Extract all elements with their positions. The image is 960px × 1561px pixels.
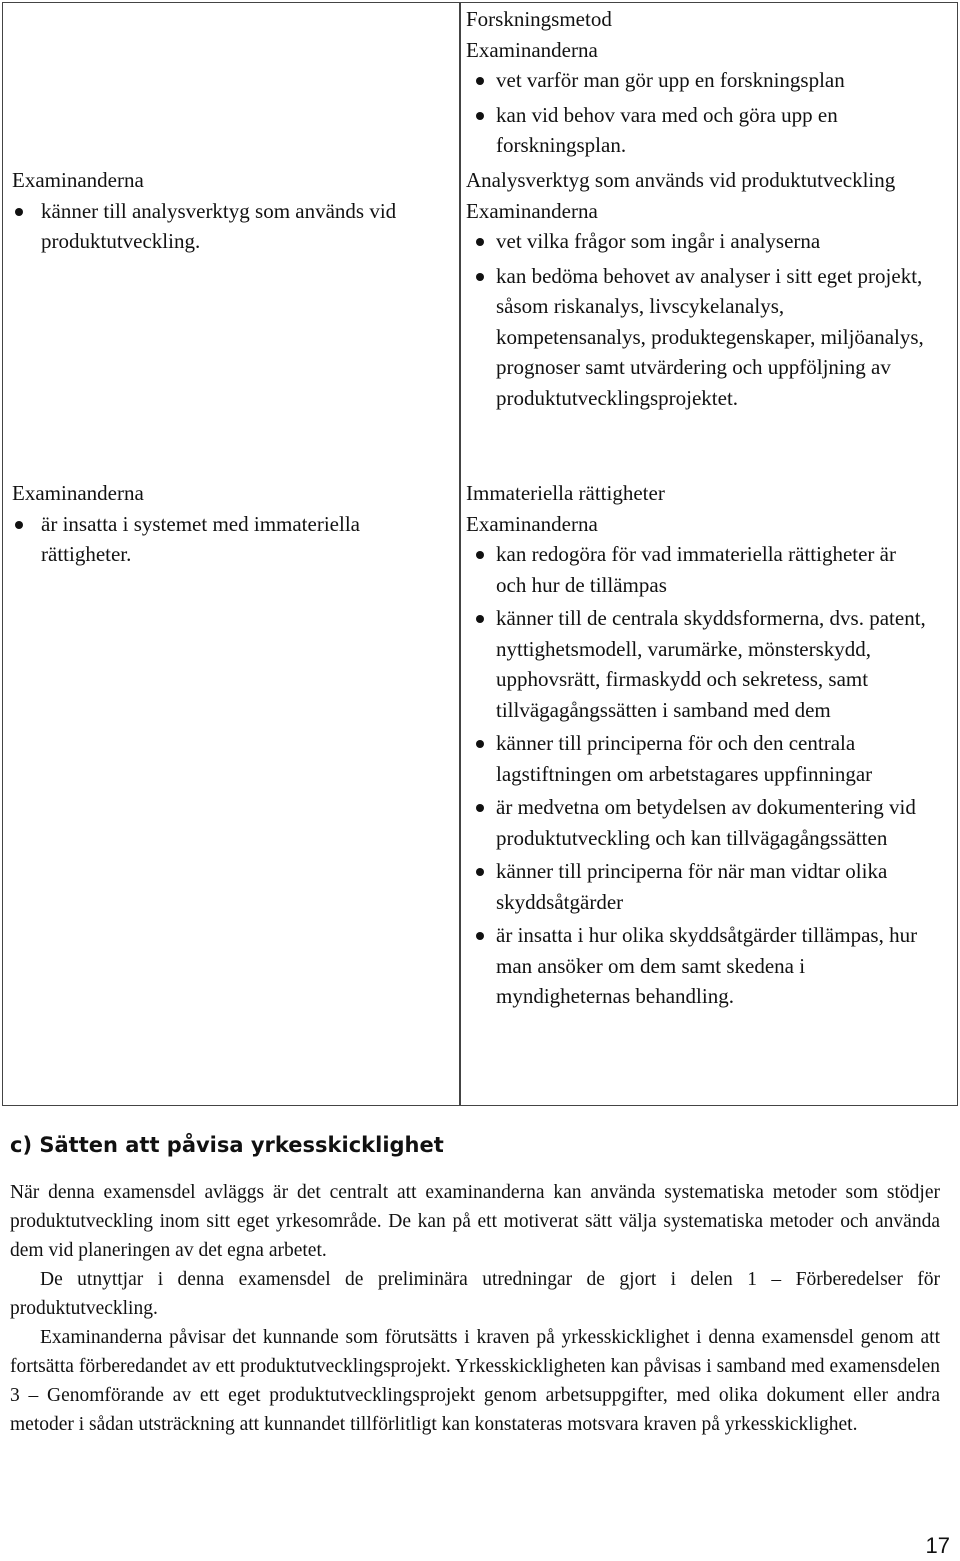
section-title: Forskningsmetod: [466, 7, 612, 31]
section-list: [466, 226, 936, 413]
column-divider: [459, 3, 461, 1105]
list-item: är insatta i systemet med immateriella rättigheter.: [12, 509, 450, 570]
section-forskningsmetod: [466, 4, 951, 161]
list-item: är insatta i hur olika skyddsåtgärder tillämpas, hur man ansöker om dem samt skedena i myndigheternas behandling.: [466, 920, 926, 1012]
list-item: kan vid behov vara med och göra upp en forskningsplan.: [466, 100, 951, 161]
section-subheading: Examinanderna: [466, 37, 598, 62]
left-block-list: [12, 196, 450, 257]
list-item: kan redogöra för vad immateriella rättigheter är och hur de tillämpas: [466, 539, 926, 600]
criteria-table: [2, 2, 958, 1106]
left-block-list: [12, 509, 450, 570]
body-paragraph: Examinanderna påvisar det kunnande som förutsätts i kraven på yrkesskicklighet i denna examensdel genom att fortsätta förberedandet av ett produktutvecklingsprojekt. Yrkesskickligheten kan påvisas i samband med examensdelen 3 – Genomförande av ett eget produktutvecklingsprojekt genom arbetsuppgifter, med olika dokument eller andra metoder i sådan utsträckning att kunnandet tillförlitligt kan konstateras motsvara kraven på yrkesskicklighet.: [10, 1327, 940, 1435]
list-item: vet varför man gör upp en forskningsplan: [466, 65, 951, 96]
section-subheading: Examinanderna: [466, 198, 598, 223]
left-block-heading: Examinanderna: [12, 481, 144, 505]
list-item: känner till analysverktyg som används vid produktutveckling.: [12, 196, 450, 257]
left-block-analysverktyg: [12, 165, 450, 257]
section-title: Immateriella rättigheter: [466, 481, 665, 505]
body-paragraph: De utnyttjar i denna examensdel de preliminära utredningar de gjort i delen 1 – Förberedelser för produktutveckling.: [10, 1269, 940, 1319]
section-c-body: [10, 1178, 940, 1439]
section-analysverktyg: [466, 165, 936, 413]
section-subheading: Examinanderna: [466, 511, 598, 536]
list-item: känner till principerna för när man vidtar olika skyddsåtgärder: [466, 856, 926, 917]
list-item: känner till principerna för och den centrala lagstiftningen om arbetstagares uppfinningar: [466, 728, 926, 789]
section-list: [466, 539, 926, 1012]
list-item: känner till de centrala skyddsformerna, dvs. patent, nyttighetsmodell, varumärke, mönsterskydd, upphovsrätt, firmaskydd och sekretess, samt tillvägagångssätten i samband med dem: [466, 603, 926, 725]
section-immateriella: [466, 478, 951, 1012]
page-number: 17: [925, 1533, 950, 1558]
left-block-heading: Examinanderna: [12, 168, 144, 192]
section-c-title: c) Sätten att påvisa yrkesskicklighet: [10, 1133, 444, 1157]
list-item: är medvetna om betydelsen av dokumentering vid produktutveckling och kan tillvägagångssätten: [466, 792, 926, 853]
section-list: [466, 65, 951, 161]
list-item: kan bedöma behovet av analyser i sitt eget projekt, såsom riskanalys, livscykelanalys, kompetensanalys, produktegenskaper, miljöanalys, prognoser samt utvärdering och uppföljning av produktutvecklingsprojektet.: [466, 261, 936, 414]
left-block-immateriella: [12, 478, 450, 570]
list-item: vet vilka frågor som ingår i analyserna: [466, 226, 936, 257]
section-title: Analysverktyg som används vid produktutveckling: [466, 168, 896, 192]
body-paragraph: När denna examensdel avläggs är det centralt att examinanderna kan använda systematiska metoder som stödjer produktutveckling inom sitt eget yrkesområde. De kan på ett motiverat sätt välja systematiska metoder och använda dem vid planeringen av det egna arbetet.: [10, 1182, 940, 1261]
